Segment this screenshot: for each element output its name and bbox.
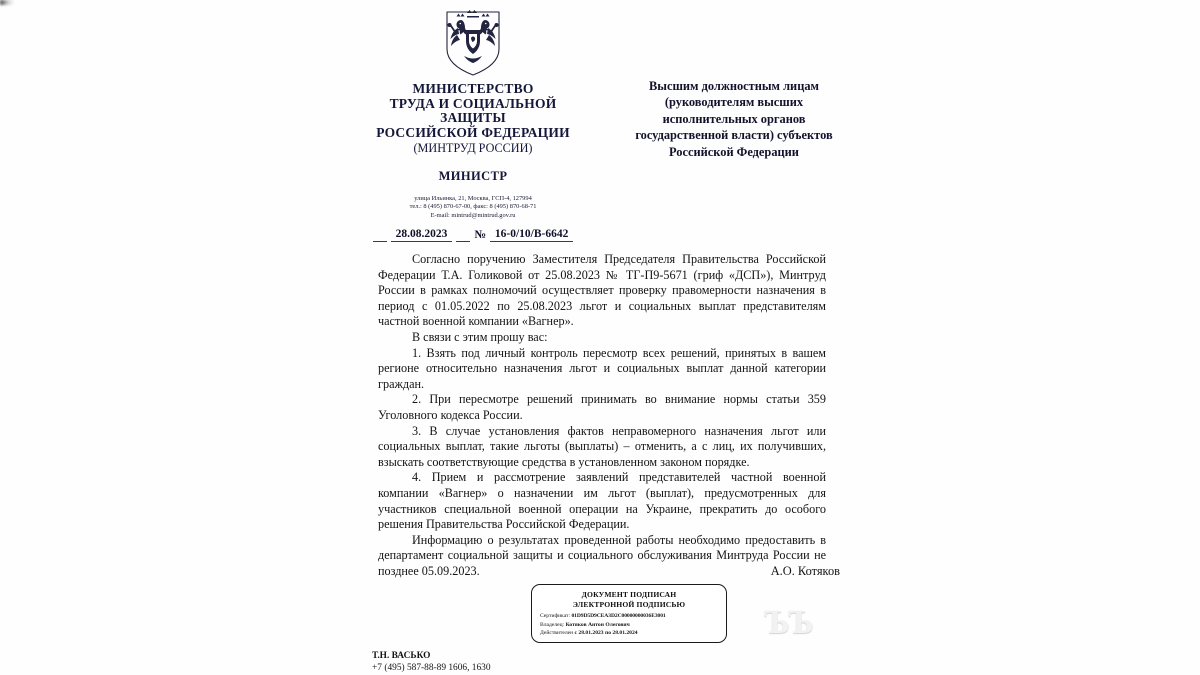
org-name-line-3: ЗАЩИТЫ	[440, 110, 506, 125]
org-name-line-4: РОССИЙСКОЙ ФЕДЕРАЦИИ	[376, 124, 570, 140]
esign-title-line-2: ЭЛЕКТРОННОЙ ПОДПИСЬЮ	[572, 599, 686, 609]
body-paragraph-5: 3. В случае установления фактов неправомерного назначения льгот или социальных выплат, такие льготы (выплаты) – отменить, а с лиц, их получивших, взыскать соответствующие средства в установленном законом порядке.	[378, 423, 826, 469]
addressee-block	[620, 78, 848, 160]
addressee-line-5: Российской Федерации	[669, 144, 799, 159]
esign-details	[540, 612, 718, 637]
russian-coat-of-arms-icon	[443, 10, 503, 76]
document-body	[378, 252, 826, 579]
esign-certificate-value: 01D9D5D9CEA3D2C00000000036E3001	[571, 613, 666, 620]
esign-validity-row	[540, 629, 718, 637]
body-paragraph-3: 1. Взять под личный контроль пересмотр всех решений, принятых в вашем регионе относительно назначения льгот и социальных выплат данной категории граждан.	[378, 345, 826, 391]
kommersant-watermark: ЪЪ	[764, 604, 813, 641]
reference-date-lead-rule	[373, 231, 387, 242]
body-paragraph-7: Информацию о результатах проведенной работы необходимо предоставить в департамент социальной защиты и социального обслуживания Минтруда России не позднее 05.09.2023.	[378, 532, 826, 578]
organization-block	[352, 6, 594, 242]
reference-number-symbol: №	[474, 229, 486, 242]
executor-block	[372, 650, 491, 674]
org-name-line-1: МИНИСТЕРСТВО	[412, 81, 534, 96]
executor-phone: +7 (495) 587-88-89 1606, 1630	[372, 663, 491, 673]
body-paragraph-1: Согласно поручению Заместителя Председателя Правительства Российской Федерации Т.А. Голиковой от 25.08.2023 № ТГ-П9-5671 (гриф «ДСП»), Минтруд России в рамках полномочий осуществляет проверку правомерности назначения в период с 01.05.2022 по 25.08.2023 льгот и социальных выплат представителям частной военной компании «Вагнер».	[378, 252, 826, 329]
esign-owner-label: Владелец:	[540, 621, 565, 628]
org-name-line-2: ТРУДА И СОЦИАЛЬНОЙ	[389, 95, 557, 111]
organization-role: МИНИСТР	[438, 169, 508, 183]
reference-number: 16-0/10/В-6642	[490, 228, 573, 242]
addressee-line-4: государственной власти) субъектов	[635, 128, 833, 143]
esign-owner-row	[540, 621, 718, 629]
letterhead	[352, 6, 852, 242]
contact-email: E-mail: mintrud@mintrud.gov.ru	[430, 211, 516, 219]
organization-name	[352, 82, 594, 140]
reference-line	[352, 228, 594, 242]
esign-title-line-1: ДОКУМЕНТ ПОДПИСАН	[581, 590, 677, 599]
scan-artifact-corner	[0, 0, 14, 5]
esign-owner-value: Котяков Антон Олегович	[565, 621, 630, 628]
esign-certificate-label: Сертификат:	[540, 613, 571, 620]
organization-contacts	[352, 195, 594, 220]
reference-date-trail-rule	[456, 231, 470, 242]
addressee-line-2: (руководителям высших	[664, 95, 804, 110]
esign-title	[540, 590, 718, 609]
esign-validity-value: с 28.01.2023 по 28.01.2024	[574, 630, 638, 636]
signature-name: А.О. Котяков	[770, 564, 840, 578]
body-paragraph-4: 2. При пересмотре решений принимать во внимание нормы статьи 359 Уголовного кодекса России.	[378, 392, 826, 422]
electronic-signature-stamp	[531, 584, 727, 643]
esign-validity-label: Действителен	[540, 630, 574, 636]
contact-phones: тел.: 8 (495) 870-67-00, факс: 8 (495) 870-68-71	[409, 203, 537, 211]
contact-address: улица Ильинка, 21, Москва, ГСП-4, 127994	[414, 195, 532, 202]
addressee-line-3: исполнительных органов	[662, 111, 806, 126]
esign-certificate-row	[540, 612, 718, 620]
reference-date: 28.08.2023	[391, 228, 453, 242]
body-paragraph-2: В связи с этим прошу вас:	[412, 329, 548, 344]
body-paragraph-6: 4. Прием и рассмотрение заявлений представителей частной военной компании «Вагнер» о назначении им льгот (выплат), предусмотренных для участников специальной военной операции на Украине, прекратить до особого решения Правительства Российской Федерации.	[378, 470, 826, 532]
executor-name: Т.Н. ВАСЬКО	[372, 651, 431, 661]
addressee-line-1: Высшим должностным лицам	[649, 79, 819, 93]
organization-short-name: (МИНТРУД РОССИИ)	[413, 141, 533, 155]
